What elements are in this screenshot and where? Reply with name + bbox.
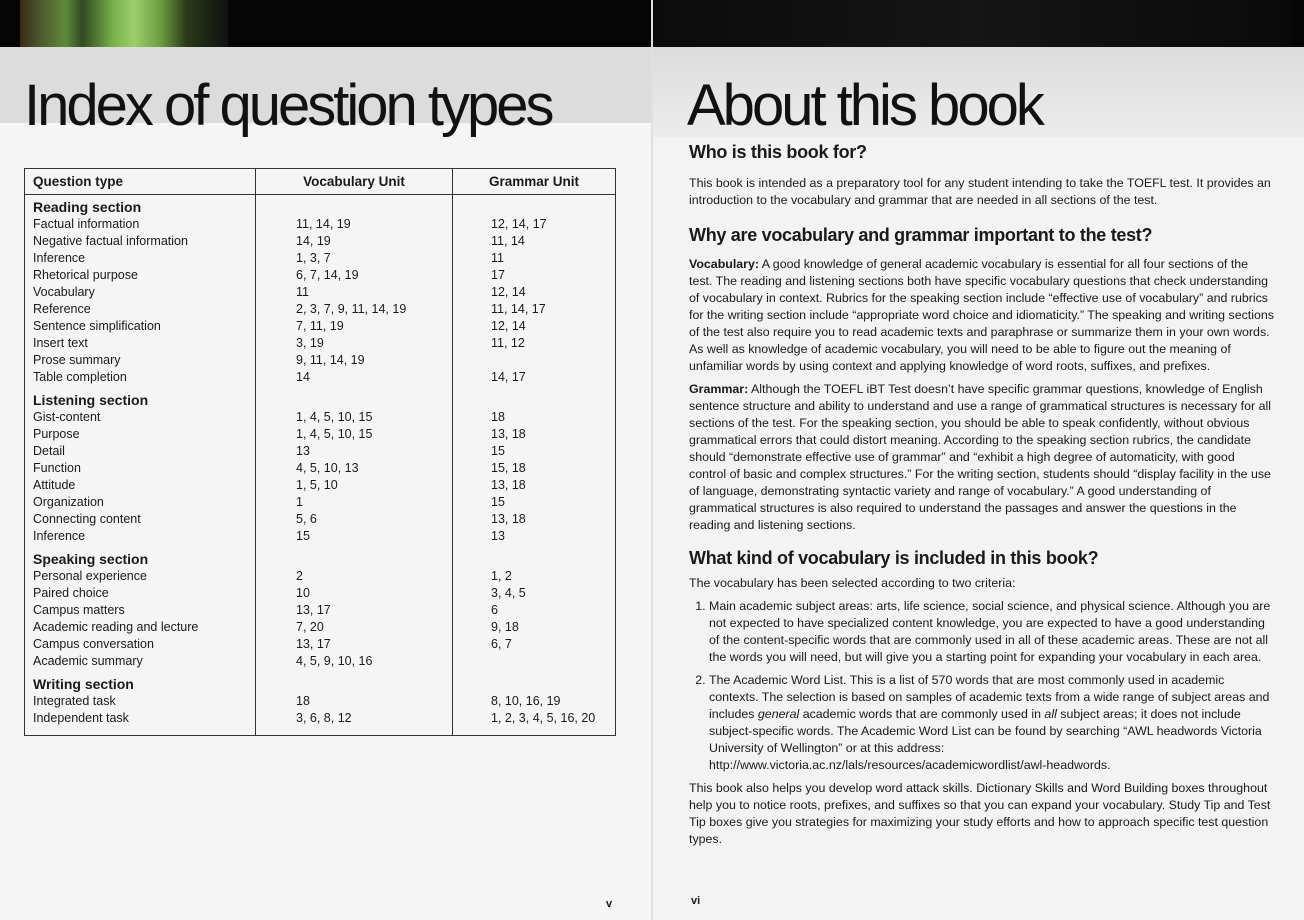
dark-photo-fragment [652,0,1292,47]
vocabulary-unit-cell: 13, 17 [256,636,453,653]
question-type-cell: Campus matters [25,602,256,619]
question-type-cell: Attitude [25,477,256,494]
empty-cell [453,545,616,568]
about-content [689,144,1274,848]
section-heading: Speaking section [25,545,256,568]
table-row [25,710,616,736]
grammar-unit-cell: 15 [453,494,616,511]
vocabulary-unit-cell: 1, 4, 5, 10, 15 [256,426,453,443]
grammar-unit-cell: 17 [453,267,616,284]
empty-cell [256,386,453,409]
grammar-unit-cell: 14, 17 [453,369,616,386]
table-row [25,585,616,602]
table-row [25,511,616,528]
vocabulary-unit-cell: 13 [256,443,453,460]
heading-who: Who is this book for? [689,142,867,162]
table-row [25,619,616,636]
table-row [25,335,616,352]
paragraph-criteria: The vocabulary has been selected according to two criteria: [689,576,1016,590]
paragraph-grammar [689,381,1274,534]
header-vocabulary-unit: Vocabulary Unit [256,169,453,195]
question-type-cell: Sentence simplification [25,318,256,335]
cover-photo-fragment [20,0,228,47]
vocabulary-unit-cell: 14, 19 [256,233,453,250]
grammar-unit-cell: 18 [453,409,616,426]
vocabulary-unit-cell: 9, 11, 14, 19 [256,352,453,369]
table-row [25,233,616,250]
paragraph-word-attack: This book also helps you develop word attack skills. Dictionary Skills and Word Building boxes throughout help you to notice roots, prefixes, and suffixes so that you can expand your vocabulary. Study Tip and Test Tip boxes give you strategies for maximizing your study efforts and how to approach specific test question types. [689,781,1271,846]
vocabulary-unit-cell: 6, 7, 14, 19 [256,267,453,284]
grammar-text: Although the TOEFL iBT Test doesn’t have specific grammar questions, knowledge of English sentence structure and ability to understand and use a range of grammatical structures is necessary for all sections of the test. For the speaking section, you should be able to speak confidently, without obvious grammatical errors that could distort meaning. According to the speaking section rubrics, the candidate should “demonstrate effective use of grammar” and “exhibit a high degree of automaticity, with good control of basic and complex structures.” For the writing section, students should “display facility in the use of language, demonstrating syntactic variety and range of vocabulary.” A good understanding of grammatical structures is also required to understand the passages and answer the questions in the reading and listening sections. [689,382,1271,532]
vocabulary-unit-cell: 10 [256,585,453,602]
question-type-cell: Detail [25,443,256,460]
table-row [25,318,616,335]
vocabulary-unit-cell: 4, 5, 9, 10, 16 [256,653,453,670]
grammar-unit-cell: 11, 12 [453,335,616,352]
question-type-cell: Reference [25,301,256,318]
question-types-table [24,168,616,736]
heading-what: What kind of vocabulary is included in this book? [689,548,1099,568]
table-row [25,267,616,284]
vocabulary-unit-cell: 11, 14, 19 [256,216,453,233]
empty-cell [453,386,616,409]
grammar-unit-cell: 13, 18 [453,511,616,528]
grammar-unit-cell: 6 [453,602,616,619]
grammar-unit-cell: 12, 14 [453,284,616,301]
vocabulary-unit-cell: 2 [256,568,453,585]
empty-cell [256,195,453,217]
vocabulary-label: Vocabulary: [689,257,760,271]
section-row [25,545,616,568]
question-type-cell: Independent task [25,710,256,736]
question-type-cell: Campus conversation [25,636,256,653]
question-type-cell: Academic summary [25,653,256,670]
empty-cell [256,670,453,693]
table-row [25,443,616,460]
criteria-list [689,598,1274,774]
grammar-unit-cell: 13 [453,528,616,545]
section-row [25,386,616,409]
grammar-unit-cell [453,653,616,670]
question-type-cell: Rhetorical purpose [25,267,256,284]
vocabulary-unit-cell: 14 [256,369,453,386]
section-heading: Writing section [25,670,256,693]
vocabulary-unit-cell: 13, 17 [256,602,453,619]
vocabulary-unit-cell: 7, 20 [256,619,453,636]
question-type-cell: Gist-content [25,409,256,426]
grammar-unit-cell: 8, 10, 16, 19 [453,693,616,710]
table-row [25,568,616,585]
question-type-cell: Function [25,460,256,477]
table-row [25,284,616,301]
question-type-cell: Inference [25,528,256,545]
question-type-cell: Insert text [25,335,256,352]
table-row [25,409,616,426]
heading-why: Why are vocabulary and grammar important to the test? [689,225,1153,245]
page-title: Index of question types [24,73,552,138]
table-row [25,636,616,653]
emphasis-general: general [757,707,800,721]
question-type-cell: Prose summary [25,352,256,369]
list-item-text: subject areas; it does not include subject-specific words. The Academic Word List can be found by searching “AWL headwords Victoria University of Wellington” or at this address: http://www.victoria.ac.nz/lals/resources/academicwordlist/awl-headwords. [709,707,1262,772]
list-item-text: Main academic subject areas: arts, life science, social science, and physical science. Although you are not expected to have specialized content knowledge, you are expected to have a good understanding of the content-specific words that are commonly used in all of these academic areas. These are not all the words you will need, but will give you a starting point for expanding your vocabulary in each area. [709,599,1271,664]
grammar-unit-cell: 1, 2, 3, 4, 5, 16, 20 [453,710,616,736]
table-row [25,369,616,386]
table-row [25,477,616,494]
vocabulary-unit-cell: 1, 3, 7 [256,250,453,267]
grammar-unit-cell: 1, 2 [453,568,616,585]
table-body [25,195,616,736]
table-row [25,460,616,477]
empty-cell [256,545,453,568]
question-type-cell: Personal experience [25,568,256,585]
grammar-unit-cell: 15, 18 [453,460,616,477]
section-heading: Listening section [25,386,256,409]
question-type-cell: Integrated task [25,693,256,710]
section-row [25,195,616,217]
table-row [25,250,616,267]
vocabulary-unit-cell: 3, 6, 8, 12 [256,710,453,736]
table-row [25,216,616,233]
grammar-unit-cell: 11, 14 [453,233,616,250]
question-type-cell: Vocabulary [25,284,256,301]
question-type-cell: Paired choice [25,585,256,602]
grammar-unit-cell: 11, 14, 17 [453,301,616,318]
grammar-unit-cell: 3, 4, 5 [453,585,616,602]
paragraph-vocabulary [689,256,1274,375]
grammar-unit-cell: 15 [453,443,616,460]
grammar-unit-cell: 13, 18 [453,477,616,494]
vocabulary-unit-cell: 18 [256,693,453,710]
section-row [25,670,616,693]
question-type-cell: Factual information [25,216,256,233]
grammar-unit-cell: 13, 18 [453,426,616,443]
header-question-type: Question type [25,169,256,195]
question-type-cell: Negative factual information [25,233,256,250]
list-item [709,598,1274,666]
grammar-unit-cell: 12, 14 [453,318,616,335]
emphasis-all: all [1044,707,1057,721]
vocabulary-unit-cell: 1 [256,494,453,511]
table-row [25,301,616,318]
paragraph-who: This book is intended as a preparatory tool for any student intending to take the TOEFL test. It provides an introduction to the vocabulary and grammar that are needed in all sections of the test. [689,176,1271,207]
vocabulary-unit-cell: 2, 3, 7, 9, 11, 14, 19 [256,301,453,318]
empty-cell [453,670,616,693]
table-row [25,352,616,369]
vocabulary-unit-cell: 1, 4, 5, 10, 15 [256,409,453,426]
table-row [25,693,616,710]
left-page [0,47,652,920]
question-type-cell: Table completion [25,369,256,386]
vocabulary-text: A good knowledge of general academic vocabulary is essential for all four sections of the test. The reading and listening sections both have specific vocabulary questions that check understanding of vocabulary in context. Rubrics for the speaking section include “effective use of vocabulary” and rubrics for the writing section include “appropriate word choice and idiomaticity.” The speaking and writing sections of the test also require you to read academic texts and paraphrase or summarize them in your own words. As well as knowledge of academic vocabulary, you will need to be able to figure out the meaning of unfamiliar words by using context and applying knowledge of word roots, suffixes, and prefixes. [689,257,1274,373]
grammar-unit-cell: 12, 14, 17 [453,216,616,233]
grammar-unit-cell: 11 [453,250,616,267]
vocabulary-unit-cell: 4, 5, 10, 13 [256,460,453,477]
page-title: About this book [687,73,1042,138]
section-heading: Reading section [25,195,256,217]
right-page [653,47,1304,920]
table-row [25,494,616,511]
grammar-unit-cell: 9, 18 [453,619,616,636]
page-number: v [606,898,613,910]
table-row [25,653,616,670]
vocabulary-unit-cell: 1, 5, 10 [256,477,453,494]
question-type-cell: Inference [25,250,256,267]
table-row [25,602,616,619]
table-row [25,426,616,443]
empty-cell [453,195,616,217]
vocabulary-unit-cell: 11 [256,284,453,301]
grammar-unit-cell [453,352,616,369]
question-type-cell: Academic reading and lecture [25,619,256,636]
grammar-unit-cell: 6, 7 [453,636,616,653]
question-type-cell: Purpose [25,426,256,443]
list-item [709,672,1274,774]
page-number: vi [691,895,701,907]
vocabulary-unit-cell: 5, 6 [256,511,453,528]
grammar-label: Grammar: [689,382,749,396]
table-header-row [25,169,616,195]
vocabulary-unit-cell: 3, 19 [256,335,453,352]
vocabulary-unit-cell: 7, 11, 19 [256,318,453,335]
question-type-cell: Organization [25,494,256,511]
list-item-text: The Academic Word List. This is a list of 570 words that are most commonly used in academic contexts. The selection is based on samples of academic texts from a wide range of subject areas and includes [709,673,1270,721]
header-grammar-unit: Grammar Unit [453,169,616,195]
question-type-cell: Connecting content [25,511,256,528]
table-row [25,528,616,545]
vocabulary-unit-cell: 15 [256,528,453,545]
list-item-text: academic words that are commonly used in [799,707,1045,721]
